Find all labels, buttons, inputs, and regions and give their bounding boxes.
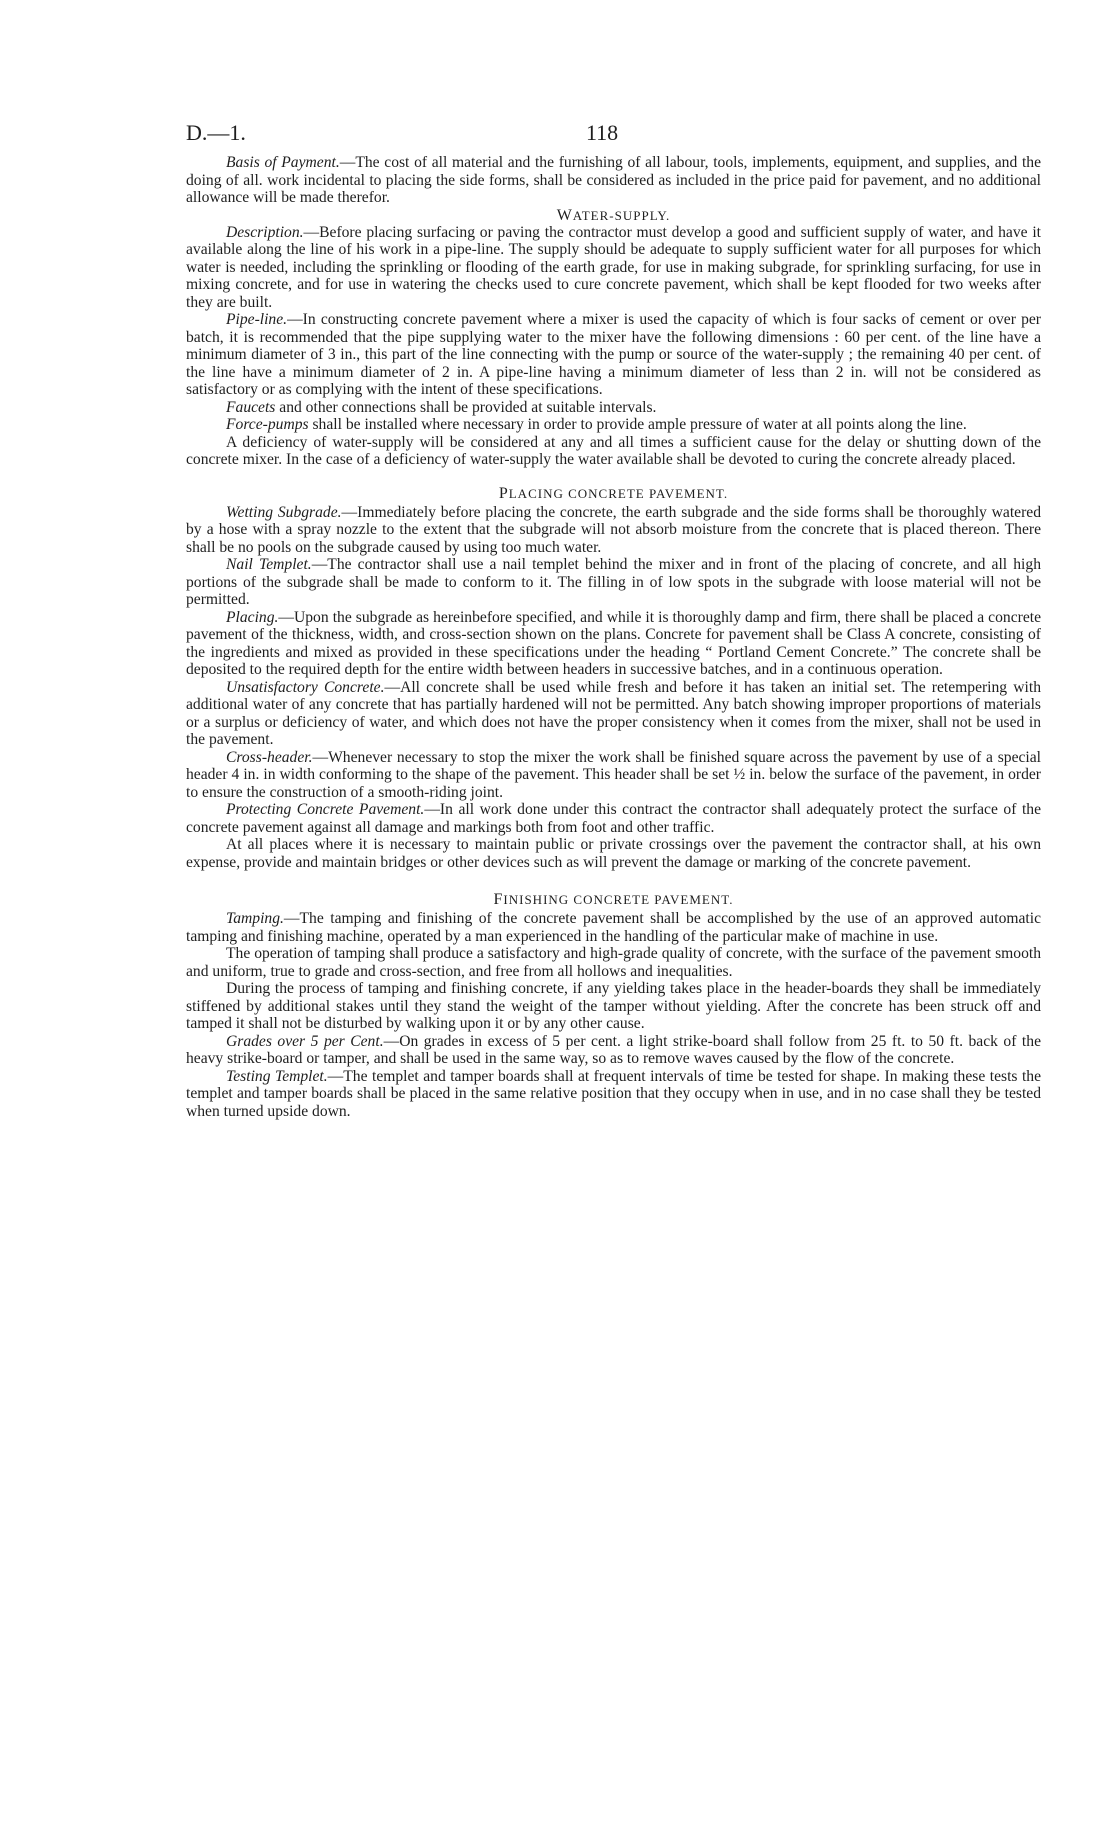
paragraph-tamping [186, 910, 1041, 945]
paragraph-force-pumps [186, 416, 1041, 434]
lead-protecting-concrete-pavement: Protecting Concrete Pavement. [226, 801, 425, 818]
text-testing-templet: —The templet and tamper boards shall at frequent intervals of time be tested for shape. In making these tests the templet and tamper boards shall be placed in the same relative position that they occupy when in use, and in no case shall they be tested when turned upside down. [186, 1067, 1041, 1120]
paragraph-description [186, 224, 1041, 312]
lead-wetting-subgrade: Wetting Subgrade. [226, 503, 342, 521]
paragraph-basis-of-payment [186, 154, 1041, 207]
paragraph-deficiency: A deficiency of water-supply will be considered at any and all times a sufficient cause for the delay or shutting down of the concrete mixer. In the case of a deficiency of water-supply the water available shall be devoted to curing the concrete already placed. [186, 433, 1041, 468]
lead-unsatisfactory-concrete: Unsatisfactory Concrete. [226, 678, 385, 696]
lead-placing: Placing. [226, 608, 279, 626]
lead-faucets: Faucets [226, 398, 276, 416]
text-basis-of-payment: —The cost of all material and the furnishing of all labour, tools, implements, equipment, and supplies, and the doing of all. work incidental to placing the side forms, shall be considered as included in the price paid for pavement, and no additional allowance will be made therefor. [186, 154, 1042, 206]
document-page [186, 120, 1041, 1120]
paragraph-crossings: At all places where it is necessary to maintain public or private crossings over the pavement the contractor shall, at his own expense, provide and maintain bridges or other devices such as will prevent the damage or marking of the concrete pavement. [186, 836, 1041, 871]
paragraph-placing [186, 609, 1041, 679]
lead-grades-over-5-per-cent: Grades over 5 per Cent. [226, 1032, 384, 1050]
text-force-pumps: shall be installed where necessary in order to provide ample pressure of water at all points along the line. [308, 416, 967, 433]
lead-description: Description. [226, 223, 304, 241]
page-number: 118 [586, 120, 619, 145]
running-head [186, 120, 1041, 154]
text-nail-templet: —The contractor shall use a nail templet behind the mixer and in front of the placing of concrete, and all high portions of the subgrade shall be made to conform to it. The filling in of low spots in the subgrade with loose material will not be permitted. [186, 556, 1041, 608]
paragraph-yielding: During the process of tamping and finishing concrete, if any yielding takes place in the header-boards they shall be immediately stiffened by additional stakes until they stand the weight of the tamper without yielding. After the concrete has been struck off and tamped it shall not be disturbed by walking upon it or by any other cause. [186, 980, 1041, 1032]
text-protecting-concrete-pavement: —In all work done under this contract the contractor shall adequately protect the surface of the concrete pavement against all damage and markings both from foot and other traffic. [186, 801, 1042, 836]
paragraph-nail-templet [186, 556, 1041, 609]
lead-force-pumps: Force-pumps [226, 416, 309, 433]
text-unsatisfactory-concrete: —All concrete shall be used while fresh and before it has taken an initial set. The retempering with additional water of any concrete that has partially hardened will not be permitted. Any batch showing improper proportions of materials or a surplus or deficiency of water, and which does not have the proper consistency when it comes from the mixer, shall not be used in the pavement. [186, 678, 1041, 748]
paragraph-faucets [186, 399, 1041, 417]
text-tamping: —The tamping and finishing of the concrete pavement shall be accomplished by the use of an approved automatic tamping and finishing machine, operated by a man experienced in the handling of the particular make of machine in use. [186, 910, 1041, 945]
text-placing: —Upon the subgrade as hereinbefore specified, and while it is thoroughly damp and firm, there shall be placed a concrete pavement of the thickness, width, and cross-section shown on the plans. Concrete for pavement shall be Class A concrete, consisting of the ingredients and mixed as provided in these specifications under the heading “ Portland Cement Concrete.” The concrete shall be deposited to the required depth for the entire width between headers in successive batches, and in a continuous operation. [186, 608, 1041, 678]
paragraph-testing-templet [186, 1068, 1041, 1121]
section-heading-water-supply: WATER-SUPPLY. [556, 206, 671, 224]
lead-basis-of-payment: Basis of Payment. [226, 154, 340, 171]
text-pipe-line: —In constructing concrete pavement where a mixer is used the capacity of which is four sacks of cement or over per batch, it is recommended that the pipe supplying water to the mixer have the following dimensions : 60 per cent. of the line have a minimum diameter of 3 in., this part of the line connecting with the pump or source of the water-supply ; the remaining 40 per cent. of the line have a minimum diameter of 2 in. A pipe-line having a minimum diameter of less than 2 in. will not be considered as satisfactory or as complying with the intent of these specifications. [186, 311, 1041, 398]
lead-testing-templet: Testing Templet. [226, 1067, 328, 1085]
paragraph-wetting-subgrade [186, 504, 1041, 557]
text-grades-over-5-per-cent: —On grades in excess of 5 per cent. a light strike-board shall follow from 25 ft. to 50 ft. back of the heavy strike-board or tamper, and shall be used in the same way, so as to remove waves caused by the flow of the concrete. [186, 1032, 1041, 1067]
text-wetting-subgrade: —Immediately before placing the concrete, the earth subgrade and the side forms shall be thoroughly watered by a hose with a spray nozzle to the extent that the subgrade will not absorb moisture from the concrete that is placed thereon. There shall be no pools on the subgrade caused by using too much water. [186, 503, 1041, 556]
lead-pipe-line: Pipe-line. [226, 311, 288, 328]
text-faucets: and other connections shall be provided at suitable intervals. [275, 398, 657, 416]
section-heading-finishing-concrete-pavement: FINISHING CONCRETE PAVEMENT. [493, 891, 734, 908]
lead-tamping: Tamping. [226, 910, 284, 927]
paragraph-grades-over-5-per-cent [186, 1033, 1041, 1068]
paragraph-protecting-concrete-pavement [186, 801, 1041, 836]
paragraph-unsatisfactory-concrete [186, 679, 1041, 749]
lead-cross-header: Cross-header. [226, 748, 313, 766]
paragraph-pipe-line [186, 311, 1041, 399]
section-heading-placing-concrete-pavement: PLACING CONCRETE PAVEMENT. [498, 484, 729, 502]
text-cross-header: —Whenever necessary to stop the mixer the work shall be finished square across the pavement by use of a special header 4 in. in width conforming to the shape of the pavement. This header shall be set ½ in. below the surface of the pavement, in order to ensure the construction of a smooth-riding joint. [186, 748, 1041, 801]
text-description: —Before placing surfacing or paving the contractor must develop a good and sufficient supply of water, and have it available along the line of his work in a pipe-line. The supply should be adequate to supply sufficient water for all purposes for which water is needed, including the sprinkling or flooding of the earth grade, for use in making subgrade, for sprinkling surfacing, for use in mixing concrete, and for use in watering the checks used to cure concrete pavement, which shall be kept flooded for two weeks after they are built. [186, 223, 1041, 311]
paragraph-tamping-operation: The operation of tamping shall produce a satisfactory and high-grade quality of concrete, with the surface of the pavement smooth and uniform, true to grade and cross-section, and free from all hollows and inequalities. [186, 945, 1041, 980]
lead-nail-templet: Nail Templet. [226, 556, 312, 573]
paragraph-cross-header [186, 749, 1041, 802]
document-id: D.—1. [186, 120, 246, 145]
